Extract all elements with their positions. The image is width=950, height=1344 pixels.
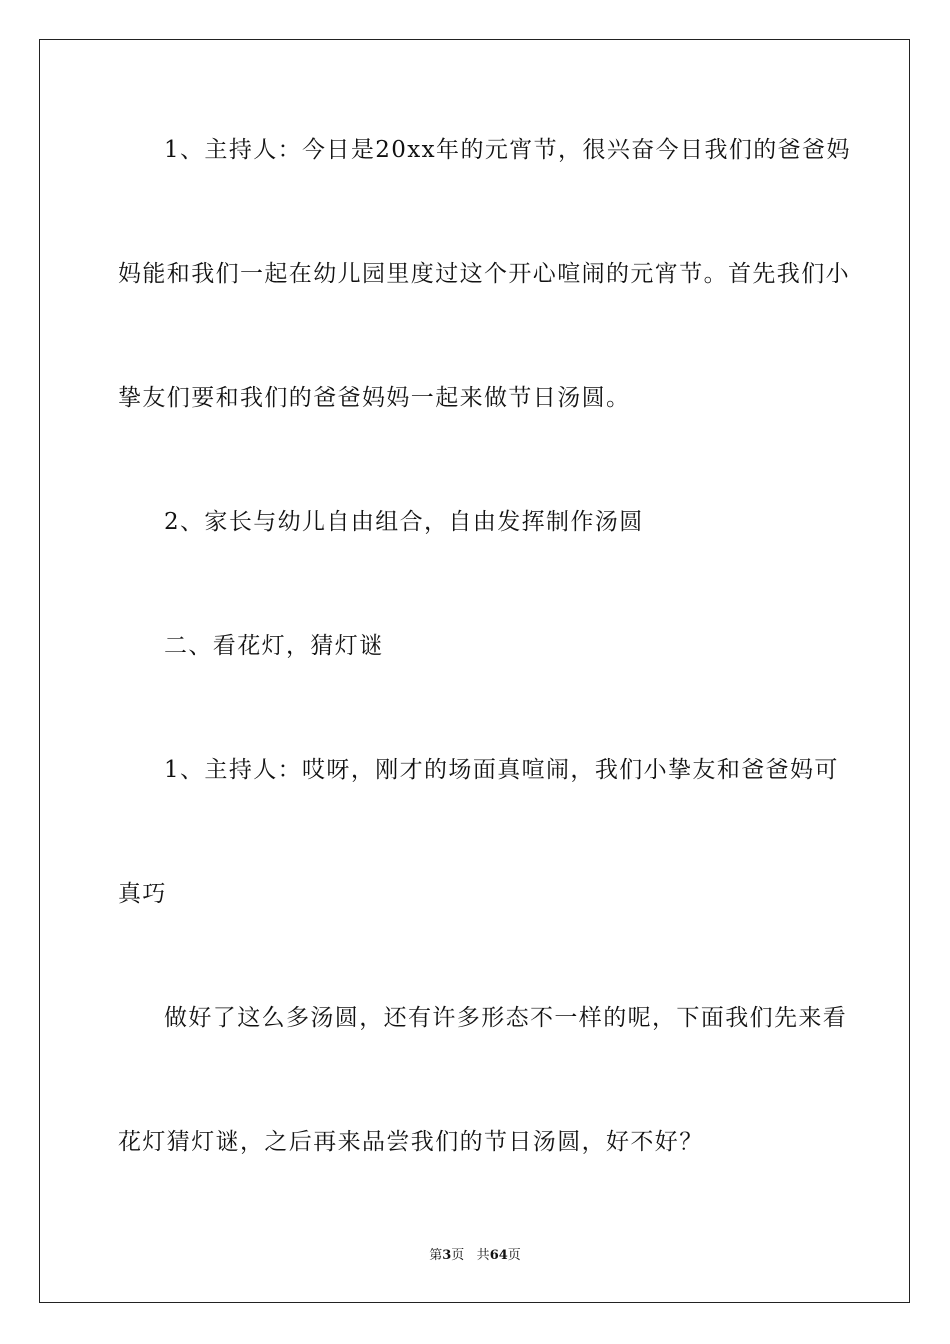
section-heading: 二、看花灯，猜灯谜 — [164, 633, 384, 659]
paragraph-line-7: 真巧 — [118, 881, 167, 907]
paragraph-line-1: 1、主持人：今日是20xx年的元宵节，很兴奋今日我们的爸爸妈 — [164, 137, 851, 163]
footer-page-suffix: 页 — [451, 1248, 465, 1263]
paragraph-line-6: 1、主持人：哎呀，刚才的场面真喧闹，我们小挚友和爸爸妈可 — [164, 757, 839, 783]
paragraph-line-8: 做好了这么多汤圆，还有许多形态不一样的呢，下面我们先来看 — [164, 1005, 848, 1031]
footer-page-prefix: 第 — [429, 1248, 443, 1263]
footer-page-number: 3 — [442, 1248, 452, 1263]
footer-total-pages: 64 — [489, 1248, 508, 1263]
paragraph-line-2: 妈能和我们一起在幼儿园里度过这个开心喧闹的元宵节。首先我们小 — [118, 261, 850, 287]
page-border — [39, 39, 910, 1303]
footer-total-prefix: 共 — [476, 1248, 490, 1263]
paragraph-line-3: 挚友们要和我们的爸爸妈妈一起来做节日汤圆。 — [118, 385, 631, 411]
paragraph-line-9: 花灯猜灯谜，之后再来品尝我们的节日汤圆，好不好？ — [118, 1129, 704, 1155]
footer-total-suffix: 页 — [507, 1248, 521, 1263]
page-footer — [0, 1247, 950, 1265]
paragraph-line-4: 2、家长与幼儿自由组合，自由发挥制作汤圆 — [164, 509, 644, 535]
